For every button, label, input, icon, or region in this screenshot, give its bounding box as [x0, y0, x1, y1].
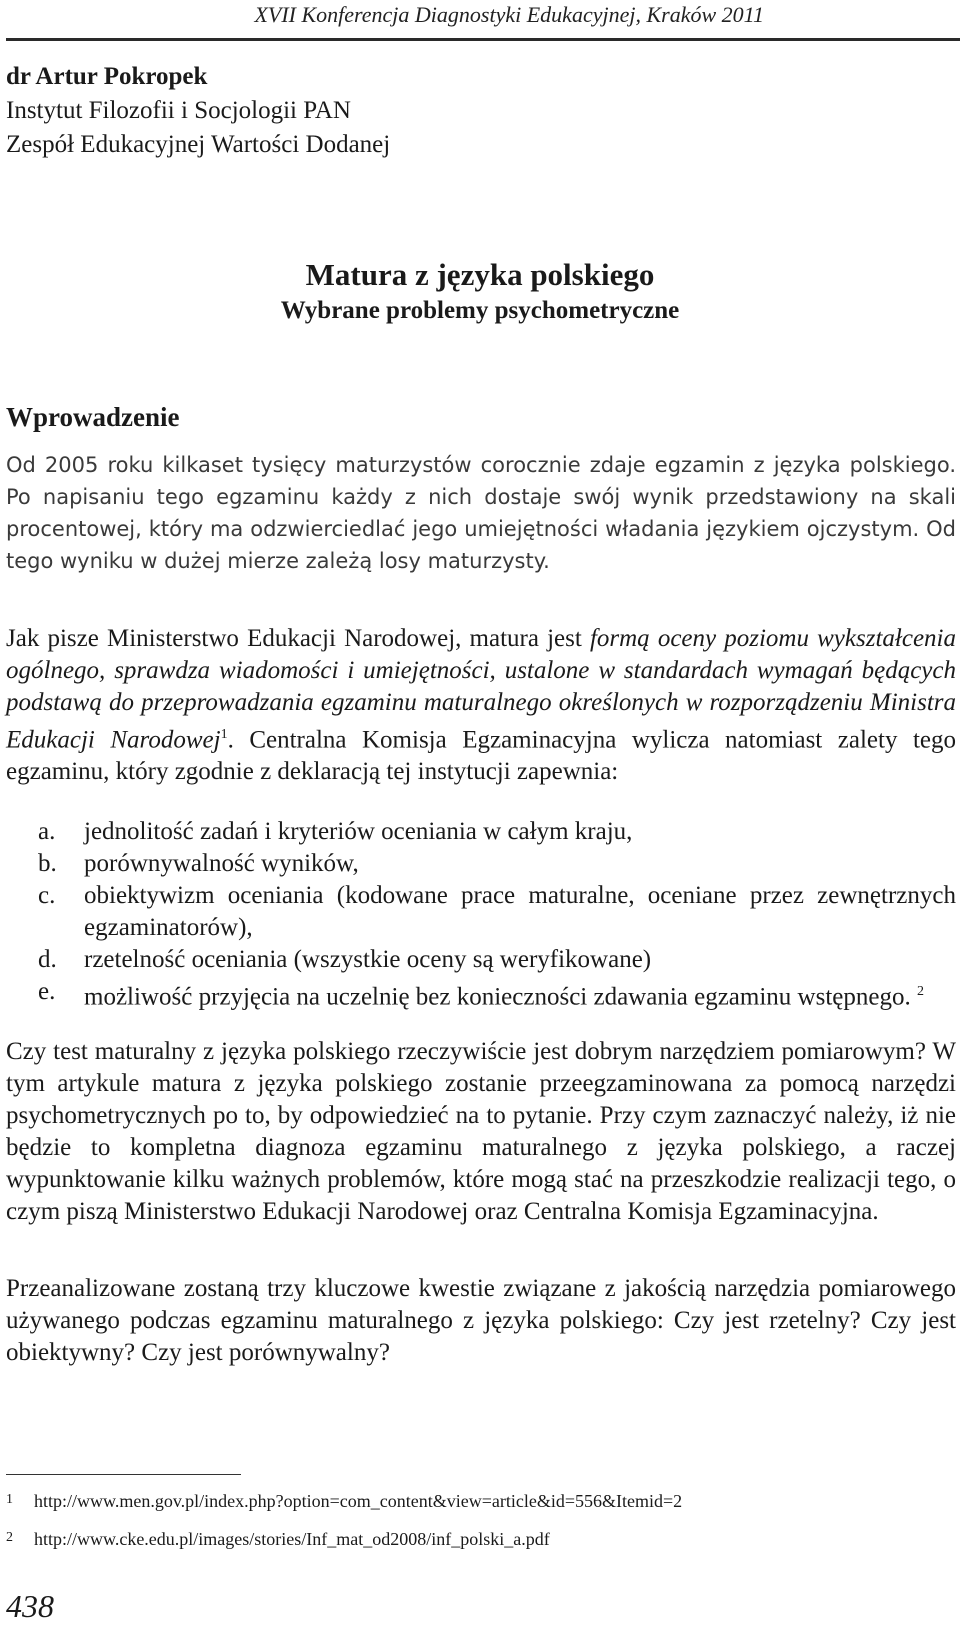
footnote-link-cke[interactable]: http://www.cke.edu.pl/images/stories/Inf_mat_od2008/inf_polski_a.pdf: [34, 1529, 550, 1549]
footnote-rule: [6, 1474, 241, 1475]
running-header: XVII Konferencja Diagnostyki Edukacyjnej, Kraków 2011: [254, 2, 764, 27]
list-item: [6, 976, 956, 1013]
list-item-text: jednolitość zadań i kryteriów oceniania w całym kraju,: [84, 818, 633, 845]
author-affiliation-1: Instytut Filozofii i Socjologii PAN: [6, 97, 351, 124]
footnote-ref-1: 1: [220, 727, 228, 742]
author-block: [6, 60, 390, 162]
list-marker: b.: [38, 850, 57, 877]
list-item-text: [84, 976, 956, 1013]
list-item-body: możliwość przyjęcia na uczelnię bez konieczności zdawania egzaminu wstępnego.: [84, 983, 911, 1011]
advantages-list: [6, 816, 956, 1013]
list-marker: e.: [38, 978, 56, 1005]
footnote-number: 2: [6, 1530, 13, 1545]
list-marker: c.: [38, 882, 56, 909]
paragraph-key-issues: Przeanalizowane zostaną trzy kluczowe kwestie związane z jakością narzędzia pomiarowego używanego podczas egzaminu maturalnego z języka polskiego: Czy jest rzetelny? Czy jest obiektywny? Czy jest porównywalny?: [6, 1275, 956, 1366]
quoted-definition: formą oceny poziomu wykształcenia ogólnego, sprawdza wiadomości i umiejętności, ustalone w standardach wymagań będących podstawą do przeprowadzania egzaminu maturalnego określonych w rozporządzeniu Ministra Edukacji Narodowej: [6, 625, 956, 754]
list-item-text: obiektywizm oceniania (kodowane prace maturalne, oceniane przez zewnętrznych egzaminatorów),: [84, 882, 956, 941]
list-marker: d.: [38, 946, 57, 973]
title-block: [0, 255, 960, 327]
list-marker: a.: [38, 818, 56, 845]
footnote-number: 1: [6, 1492, 13, 1507]
list-item: [6, 848, 956, 880]
footnote-1: [6, 1488, 682, 1513]
footnote-2: [6, 1526, 550, 1551]
paragraph-ministry: [6, 623, 956, 788]
list-item: [6, 816, 956, 848]
author-name: dr Artur Pokropek: [6, 63, 208, 90]
footnote-link-men[interactable]: http://www.men.gov.pl/index.php?option=com_content&view=article&id=556&Itemid=2: [34, 1491, 683, 1511]
author-affiliation-2: Zespół Edukacyjnej Wartości Dodanej: [6, 131, 391, 158]
article-title: Matura z języka polskiego: [305, 257, 655, 292]
list-item: [6, 880, 956, 944]
intro-paragraph: Od 2005 roku kilkaset tysięcy maturzystów corocznie zdaje egzamin z języka polskiego. Po napisaniu tego egzaminu każdy z nich dostaje swój wynik przedstawiony na skali procentowej, który ma odzwierciedlać jego umiejętności władania językiem ojczystym. Od tego wyniku w dużej mierze zależą losy maturzysty.: [6, 453, 956, 573]
list-item-text: rzetelność oceniania (wszystkie oceny są weryfikowane): [84, 946, 652, 973]
section-heading: Wprowadzenie: [6, 402, 180, 432]
footnote-ref-2: 2: [916, 984, 924, 999]
paragraph-text: . Centralna Komisja Egzaminacyjna wylicza natomiast zalety tego egzaminu, który zgodnie z deklaracją tej instytucji zapewnia:: [6, 726, 956, 786]
page-number: 438: [6, 1588, 54, 1624]
list-item-text: porównywalność wyników,: [84, 850, 359, 877]
list-item: [6, 944, 956, 976]
header-rule: [6, 38, 960, 41]
paragraph-question: Czy test maturalny z języka polskiego rzeczywiście jest dobrym narzędziem pomiarowym? W tym artykule matura z języka polskiego zostanie przeegzaminowana za pomocą narzędzi psychometrycznych po to, by odpowiedzieć na to pytanie. Przy czym zaznaczyć należy, iż nie będzie to kompletna diagnoza egzaminu maturalnego z języka polskiego, a raczej wypunktowanie kilku ważnych problemów, które mogą stać na przeszkodzie realizacji tego, o czym piszą Ministerstwo Edukacji Narodowej oraz Centralna Komisja Egzaminacyjna.: [6, 1038, 956, 1225]
paragraph-text: Jak pisze Ministerstwo Edukacji Narodowej, matura jest: [6, 625, 590, 652]
article-subtitle: Wybrane problemy psychometryczne: [280, 297, 680, 324]
